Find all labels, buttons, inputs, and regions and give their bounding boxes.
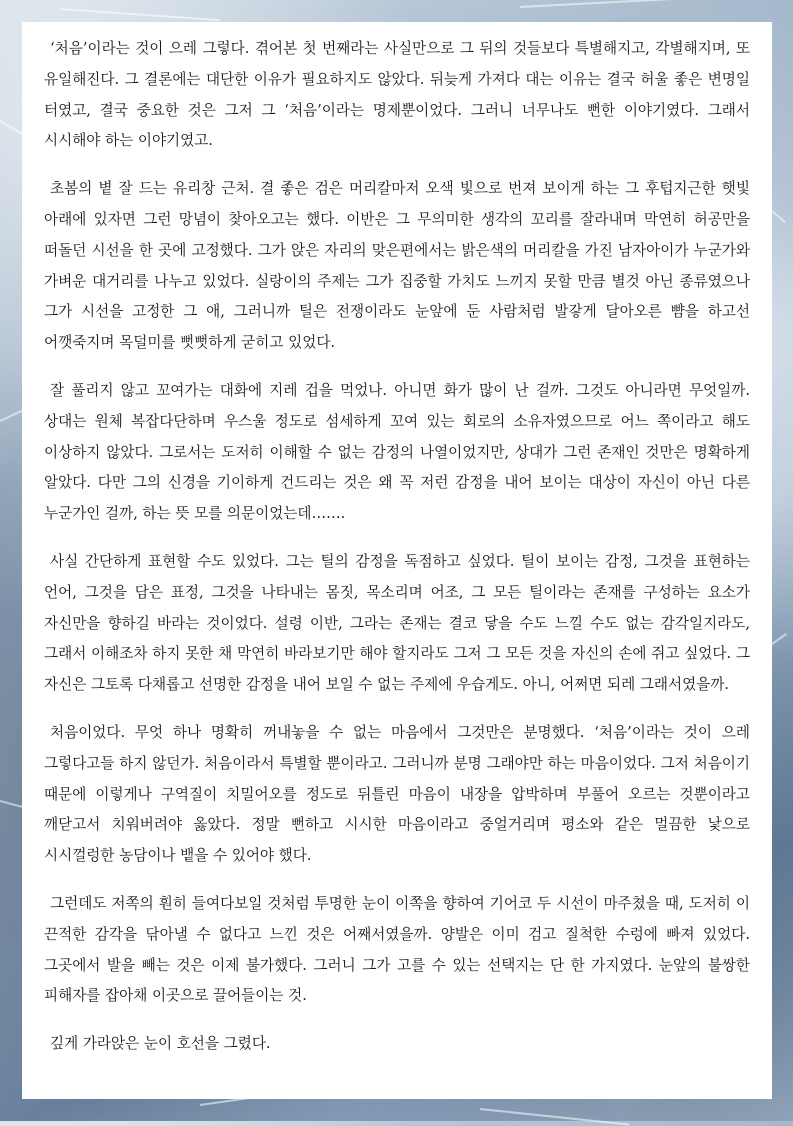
paragraph: 초봄의 볕 잘 드는 유리창 근처. 결 좋은 검은 머리칼마저 오색 빛으로 번져 보이게 하는 그 후텁지근한 햇빛 아래에 있자면 그런 망념이 찾아오고는 했다. 이반은 그 무의미한 생각의 꼬리를 잘라내며 막연히 허공만을 떠돌던 시선을 한 곳에 고정했다. 그가 앉은 자리의 맞은편에서는 밝은색의 머리칼을 가진 남자아이가 누군가와 가벼운 대거리를 나누고 있었다. 실랑이의 주제는 그가 집중할 가치도 느끼지 못할 만큼 별것 아닌 종류였으나 그가 시선을 고정한 그 애, 그러니까 틸은 전쟁이라도 눈앞에 둔 사람처럼 발갛게 달아오른 뺨을 하고선 어깻죽지며 목덜미를 뻣뻣하게 굳히고 있었다. — [44, 180, 750, 352]
background-crack — [520, 0, 700, 8]
paragraph: 깊게 가라앉은 눈이 호선을 그렸다. — [50, 1035, 271, 1053]
document-page — [22, 22, 772, 1099]
paragraph: 처음이었다. 무엇 하나 명확히 꺼내놓을 수 없는 마음에서 그것만은 분명했다. ‘처음’이라는 것이 으레 그렇다고들 하지 않던가. 처음이라서 특별할 뿐이라고. 그러니까 분명 그래야만 하는 마음이었다. 그저 처음이기 때문에 이렇게나 구역질이 치밀어오를 정도로 뒤틀린 마음이 내장을 압박하며 부풀어 오르는 것뿐이라고 깨닫고서 치워버려야 옳았다. 정말 뻔하고 시시한 마음이라고 중얼거리며 평소와 같은 멀끔한 낯으로 시시껄렁한 농담이나 뱉을 수 있어야 했다. — [44, 723, 750, 865]
paragraph: 사실 간단하게 표현할 수도 있었다. 그는 틸의 감정을 독점하고 싶었다. 틸이 보이는 감정, 그것을 표현하는 언어, 그것을 담은 표정, 그것을 나타내는 몸짓, 목소리며 어조, 그 모든 틸이라는 존재를 구성하는 요소가 자신만을 향하길 바라는 것이었다. 설령 이반, 그라는 존재는 결코 닿을 수도 느낄 수도 없는 감각일지라도, 그래서 이해조차 하지 못한 채 막연히 바라보기만 해야 할지라도 그저 그 모든 것을 자신의 손에 쥐고 싶었다. 그 자신은 그토록 다채롭고 선명한 감정을 내어 보일 수 없는 주제에 우습게도. 아니, 어쩌면 되레 그래서였을까. — [44, 552, 750, 694]
paragraph: ‘처음’이라는 것이 으레 그렇다. 겪어본 첫 번째라는 사실만으로 그 뒤의 것들보다 특별해지고, 각별해지며, 또 유일해진다. 그 결론에는 대단한 이유가 필요하지도 않았다. 뒤늦게 가져다 대는 이유는 결국 허울 좋은 변명일 터였고, 결국 중요한 것은 그저 그 ‘처음’이라는 명제뿐이었다. 그러니 너무나도 뻔한 이야기였다. 그래서 시시해야 하는 이야기였고. — [44, 40, 750, 150]
paragraph: 그런데도 저쪽의 훤히 들여다보일 것처럼 투명한 눈이 이쪽을 향하여 기어코 두 시선이 마주쳤을 때, 도저히 이 끈적한 감각을 닦아낼 수 없다고 느낀 것은 어째서였을까. 양발은 이미 검고 질척한 수렁에 빠져 있었다. 그곳에서 발을 빼는 것은 이제 불가했다. 그러니 그가 고를 수 있는 선택지는 단 한 가지였다. 눈앞의 불쌍한 피해자를 잡아채 이곳으로 끌어들이는 것. — [44, 894, 750, 1005]
background-crack — [60, 8, 220, 21]
background-crack — [480, 1108, 629, 1126]
paragraph: 잘 풀리지 않고 꼬여가는 대화에 지레 겁을 먹었나. 아니면 화가 많이 난 걸까. 그것도 아니라면 무엇일까. 상대는 원체 복잡다단하며 우스울 정도로 섬세하게 꼬여 있는 회로의 소유자였으므로 어느 쪽이라고 해도 이상하지 않았다. 그로서는 도저히 이해할 수 없는 감정의 나열이었지만, 상대가 그런 존재인 것만은 명확하게 알았다. 다만 그의 신경을 기이하게 건드리는 것은 왜 꼭 저런 감정을 내어 보이는 대상이 자신이 아닌 다른 누군가인 걸까, 하는 뜻 모를 의문이었는데……. — [44, 381, 750, 523]
